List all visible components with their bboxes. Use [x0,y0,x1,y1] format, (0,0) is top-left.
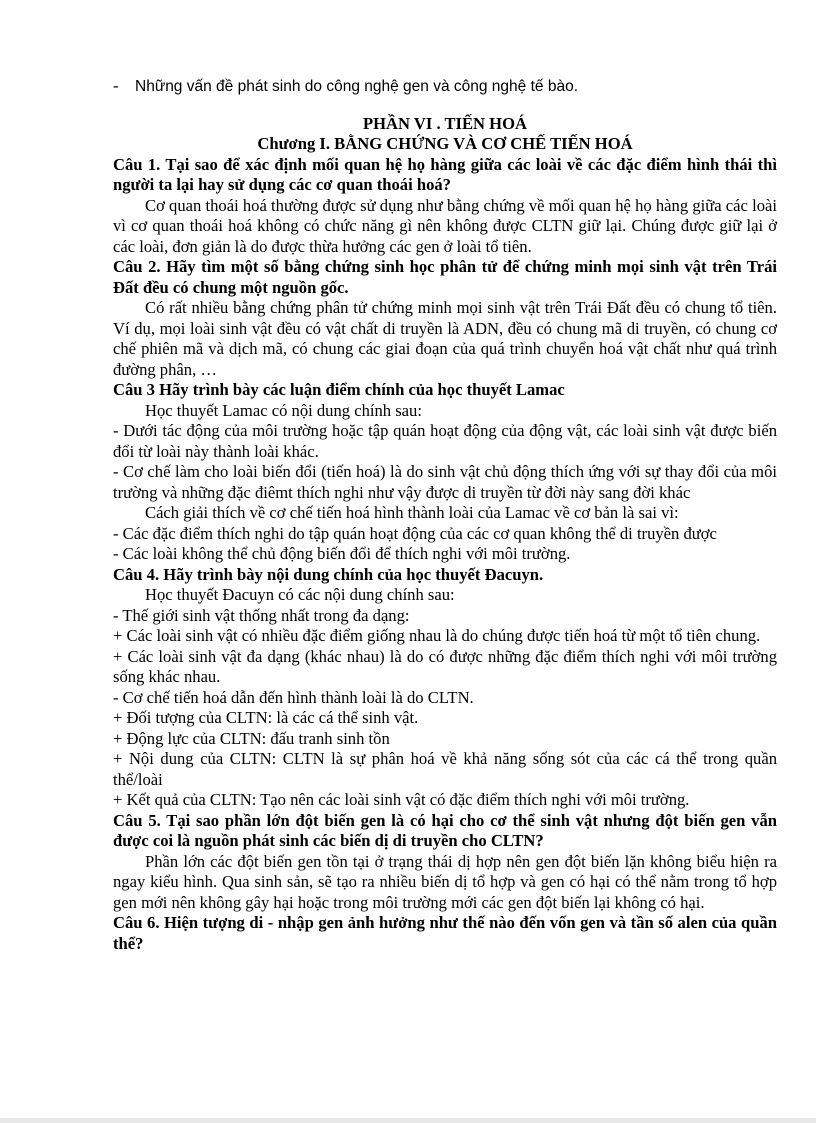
paragraph: Phần lớn các đột biến gen tồn tại ở trạng thái dị hợp nên gen đột biến lặn không biểu hiện ra ngay kiểu hình. Qua sinh sản, sẽ tạo ra nhiều biến dị tổ hợp và gen có hại có thể nằm trong tổ hợp gen mới nên không gây hại hoặc trong môi trường mới các gen đột biến lại không có hại. [113,851,777,912]
page-content [113,76,777,954]
paragraph: Có rất nhiều bằng chứng phân tử chứng minh mọi sinh vật trên Trái Đất đều có chung tổ tiên. Ví dụ, mọi loài sinh vật đều có vật chất di truyền là ADN, đều có chung mã di truyền, có chung cơ chế phiên mã và dịch mã, có chung các giai đoạn của quá trình chuyển hoá vật chất như quá trình đường phân, … [113,298,777,379]
question-heading: Câu 1. Tại sao để xác định mối quan hệ họ hàng giữa các loài về các đặc điểm hình thái thì người ta lại hay sử dụng các cơ quan thoái hoá? [113,154,777,194]
chapter-title: Chương I. BẰNG CHỨNG VÀ CƠ CHẾ TIẾN HOÁ [257,134,633,153]
paragraph: Cơ quan thoái hoá thường được sử dụng như bằng chứng về mối quan hệ họ hàng giữa các loài vì cơ quan thoái hoá không có chức năng gì nên không được CLTN giữ lại. Chúng được giữ lại ở các loài, đơn giản là do được thừa hưởng các gen ở loài tổ tiên. [113,195,777,256]
paragraph: - Các đặc điểm thích nghi do tập quán hoạt động của các cơ quan không thể di truyền được [113,523,717,543]
question-heading: Câu 5. Tại sao phần lớn đột biến gen là có hại cho cơ thể sinh vật nhưng đột biến gen vẫn được coi là nguồn phát sinh các biến dị di truyền cho CLTN? [113,810,777,850]
bullet-text: Những vấn đề phát sinh do công nghệ gen và công nghệ tế bào. [135,78,578,95]
paragraph: - Dưới tác động của môi trường hoặc tập quán hoạt động của động vật, các loài sinh vật được biến đổi từ loài này thành loài khác. [113,421,777,461]
paragraph: - Cơ chế làm cho loài biến đổi (tiến hoá) là do sinh vật chủ động thích ứng với sự thay đổi của môi trường và những đặc điêmt thích nghi như vậy được di truyền từ đời này sang đời khác [113,462,777,502]
paragraph: Học thuyết Lamac có nội dung chính sau: [145,400,422,420]
paragraph: + Nội dung của CLTN: CLTN là sự phân hoá về khả năng sống sót của các cá thể trong quần thể/loài [113,749,777,789]
paragraph: + Kết quả của CLTN: Tạo nên các loài sinh vật có đặc điểm thích nghi với môi trường. [113,790,690,809]
question-heading: Câu 4. Hãy trình bày nội dung chính của học thuyết Đacuyn. [113,564,544,584]
paragraph: - Thế giới sinh vật thống nhất trong đa dạng: [113,605,410,625]
paragraph: + Đối tượng của CLTN: là các cá thể sinh vật. [113,708,419,727]
bullet-dash: - [113,76,119,95]
part-title: PHẦN VI . TIẾN HOÁ [363,113,527,133]
paragraph: Học thuyết Đacuyn có các nội dung chính sau: [145,585,455,604]
paragraph: + Động lực của CLTN: đấu tranh sinh tồn [113,728,390,748]
question-heading: Câu 6. Hiện tượng di - nhập gen ảnh hưởng như thế nào đến vốn gen và tần số alen của quần thể? [113,913,777,953]
body-text [113,155,777,955]
paragraph: Cách giải thích về cơ chế tiến hoá hình thành loài của Lamac về cơ bản là sai vì: [145,503,679,522]
paragraph: - Cơ chế tiến hoá dẫn đến hình thành loài là do CLTN. [113,687,474,707]
paragraph: + Các loài sinh vật có nhiều đặc điểm giống nhau là do chúng được tiến hoá từ một tổ tiên chung. [113,626,761,645]
paragraph: + Các loài sinh vật đa dạng (khác nhau) là do có được những đặc điểm thích nghi với môi trường sống khác nhau. [113,646,777,686]
question-heading: Câu 2. Hãy tìm một số bằng chứng sinh học phân tử để chứng minh mọi sinh vật trên Trái Đất đều có chung một nguồn gốc. [113,257,777,297]
question-heading: Câu 3 Hãy trình bày các luận điểm chính của học thuyết Lamac [113,380,565,399]
paragraph: - Các loài không thể chủ động biến đổi để thích nghi với môi trường. [113,544,571,563]
top-bullet [113,76,777,98]
page-bottom-edge [0,1118,816,1123]
